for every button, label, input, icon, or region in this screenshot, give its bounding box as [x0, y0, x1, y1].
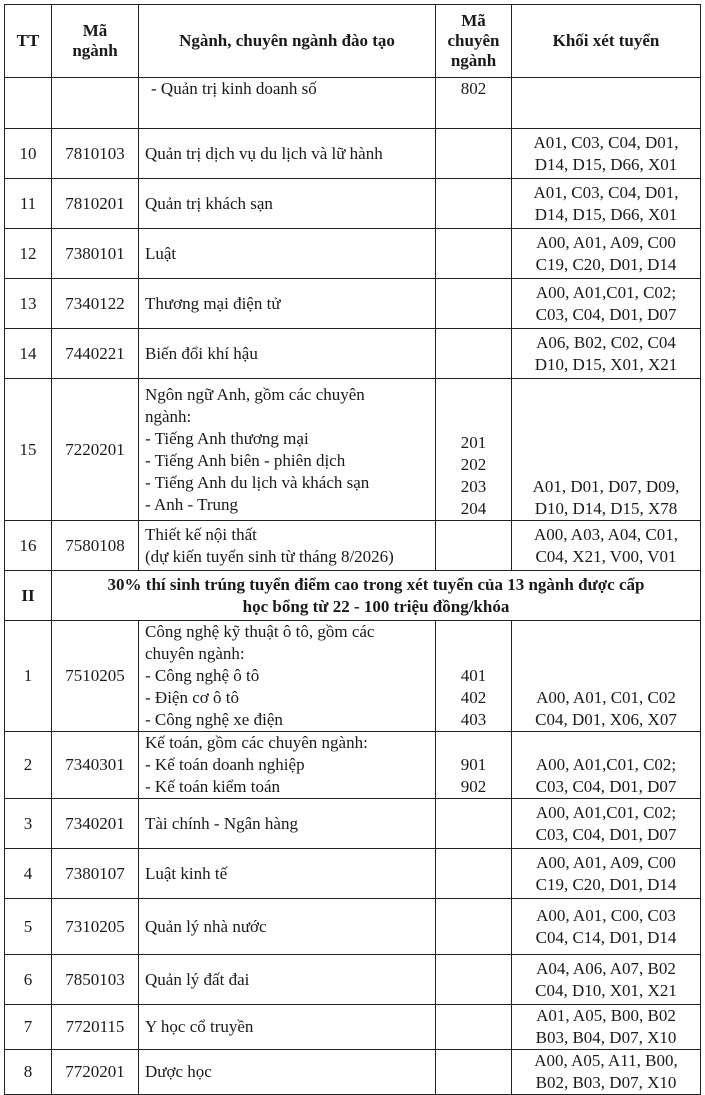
block-line: A00, A01, C00, C03: [536, 905, 676, 925]
block-line: C19, C20, D01, D14: [535, 254, 677, 274]
cell-name: [139, 799, 436, 849]
sub-code: 204: [460, 499, 487, 518]
block-line: C03, C04, D01, D07: [535, 304, 677, 324]
admission-table: [4, 4, 701, 1095]
block-line: A00, A01,C01, C02;: [535, 755, 677, 774]
name-line: - Công nghệ xe điện: [145, 710, 283, 729]
table-row: [5, 229, 701, 279]
name-line: Y học cổ truyền: [145, 1017, 254, 1036]
cell-code: 7850103: [52, 955, 139, 1005]
cell-sub: [436, 732, 512, 799]
table-row: [5, 799, 701, 849]
cell-sub: [436, 129, 512, 179]
sub-code: 401: [460, 666, 487, 685]
section-title: [52, 571, 701, 621]
cell-sub: [436, 329, 512, 379]
name-line: chuyên ngành:: [145, 644, 245, 663]
name-line: - Quản trị kinh doanh số: [151, 79, 317, 98]
name-line: - Kế toán doanh nghiệp: [145, 755, 305, 774]
cell-sub: [436, 899, 512, 955]
cell-blocks: [512, 1050, 701, 1095]
name-line: - Anh - Trung: [145, 494, 239, 514]
block-line: D10, D15, X01, X21: [534, 354, 678, 374]
block-line: A01, C03, C04, D01,: [533, 182, 679, 202]
cell-tt: 1: [5, 621, 52, 732]
cell-sub: [436, 849, 512, 899]
sub-code: 203: [460, 477, 487, 496]
cell-blocks: [512, 229, 701, 279]
sub-code: 202: [460, 455, 487, 474]
cell-sub: [436, 379, 512, 521]
cell-tt: 4: [5, 849, 52, 899]
sub-code: 402: [460, 688, 487, 707]
cell-name: [139, 129, 436, 179]
cell-sub: [436, 1005, 512, 1050]
table-row: [5, 279, 701, 329]
name-line: Luật kinh tế: [145, 863, 228, 883]
cell-blocks: [512, 621, 701, 732]
cell-tt: 11: [5, 179, 52, 229]
cell-blocks: [512, 179, 701, 229]
cell-sub: [436, 179, 512, 229]
section-title-line: 30% thí sinh trúng tuyển điểm cao trong xét tuyển của 13 ngành được cấp: [107, 574, 645, 594]
cell-name: [139, 179, 436, 229]
cell-tt: 14: [5, 329, 52, 379]
name-line: Dược học: [145, 1062, 212, 1081]
cell-code: 7340301: [52, 732, 139, 799]
block-line: A00, A01, A09, C00: [536, 232, 676, 252]
cell-code: 7340122: [52, 279, 139, 329]
cell-code: 7510205: [52, 621, 139, 732]
cell-name: [139, 899, 436, 955]
cell-blocks: [512, 732, 701, 799]
name-line: - Tiếng Anh du lịch và khách sạn: [145, 472, 370, 492]
name-line: Thiết kế nội thất: [145, 524, 257, 544]
section-title-line: học bổng từ 22 - 100 triệu đồng/khóa: [242, 596, 510, 616]
cell-tt: [5, 78, 52, 129]
section-number: II: [5, 571, 52, 621]
name-line: Quản trị dịch vụ du lịch và lữ hành: [145, 143, 383, 163]
table-row: [5, 521, 701, 571]
sub-code: 902: [460, 777, 487, 796]
cell-code: 7720115: [52, 1005, 139, 1050]
cell-name: [139, 521, 436, 571]
block-line: A00, A01, A09, C00: [536, 852, 676, 872]
header-code: [52, 5, 139, 78]
name-line: Công nghệ kỹ thuật ô tô, gồm các: [145, 622, 375, 641]
block-line: B02, B03, D07, X10: [535, 1073, 677, 1092]
table-row: [5, 849, 701, 899]
header-name: Ngành, chuyên ngành đào tạo: [139, 5, 436, 78]
table-row: [5, 899, 701, 955]
block-line: A01, C03, C04, D01,: [533, 132, 679, 152]
header-sub-line: chuyên: [447, 31, 500, 50]
cell-blocks: [512, 1005, 701, 1050]
cell-tt: 3: [5, 799, 52, 849]
cell-name: [139, 621, 436, 732]
block-line: A00, A01,C01, C02;: [535, 802, 677, 822]
cell-code: 7810103: [52, 129, 139, 179]
section-row: [5, 571, 701, 621]
table-row: [5, 621, 701, 732]
block-line: A01, A05, B00, B02: [536, 1006, 676, 1025]
block-line: A04, A06, A07, B02: [536, 958, 676, 978]
cell-sub: [436, 279, 512, 329]
cell-code: 7340201: [52, 799, 139, 849]
block-line: A01, D01, D07, D09,: [532, 477, 680, 496]
cell-name: [139, 849, 436, 899]
cell-blocks: [512, 899, 701, 955]
cell-code: [52, 78, 139, 129]
header-row: [5, 5, 701, 78]
table-row: [5, 1050, 701, 1095]
sub-code: 901: [460, 755, 487, 774]
table-row: [5, 329, 701, 379]
block-line: C04, X21, V00, V01: [535, 546, 677, 566]
table-row: [5, 179, 701, 229]
name-line: - Điện cơ ô tô: [145, 688, 239, 707]
cell-blocks: [512, 849, 701, 899]
cell-name: [139, 78, 436, 129]
name-line: Luật: [145, 243, 177, 263]
cell-name: [139, 1050, 436, 1095]
block-line: C03, C04, D01, D07: [535, 824, 677, 844]
cell-code: 7310205: [52, 899, 139, 955]
table-row: [5, 732, 701, 799]
cell-blocks: [512, 329, 701, 379]
name-line: - Công nghệ ô tô: [145, 666, 260, 685]
cell-tt: 8: [5, 1050, 52, 1095]
table-row: [5, 955, 701, 1005]
cell-tt: 7: [5, 1005, 52, 1050]
block-line: B03, B04, D07, X10: [535, 1028, 677, 1047]
name-line: Quản lý nhà nước: [145, 916, 267, 936]
carry-row: [5, 78, 701, 129]
name-line: - Kế toán kiểm toán: [145, 777, 281, 796]
cell-code: 7810201: [52, 179, 139, 229]
name-line: Quản lý đất đai: [145, 969, 250, 989]
name-line: Tài chính - Ngân hàng: [145, 813, 298, 833]
cell-tt: 12: [5, 229, 52, 279]
table-row: [5, 379, 701, 521]
cell-sub: [436, 229, 512, 279]
cell-name: [139, 732, 436, 799]
cell-tt: 16: [5, 521, 52, 571]
cell-tt: 5: [5, 899, 52, 955]
name-line: Quản trị khách sạn: [145, 193, 273, 213]
cell-name: [139, 955, 436, 1005]
cell-code: 7380101: [52, 229, 139, 279]
block-line: C04, D01, X06, X07: [535, 710, 677, 729]
header-sub: [436, 5, 512, 78]
cell-sub: [436, 1050, 512, 1095]
cell-name: [139, 379, 436, 521]
block-line: A00, A03, A04, C01,: [533, 524, 679, 544]
block-line: D14, D15, D66, X01: [534, 204, 678, 224]
cell-name: [139, 279, 436, 329]
cell-code: 7220201: [52, 379, 139, 521]
name-line: Thương mại điện tử: [145, 293, 281, 313]
cell-tt: 15: [5, 379, 52, 521]
cell-tt: 10: [5, 129, 52, 179]
header-sub-line: Mã: [461, 11, 486, 30]
block-line: C03, C04, D01, D07: [535, 777, 677, 796]
cell-name: [139, 329, 436, 379]
cell-name: [139, 229, 436, 279]
block-line: D14, D15, D66, X01: [534, 154, 678, 174]
block-line: C04, D10, X01, X21: [535, 980, 677, 1000]
cell-code: 7440221: [52, 329, 139, 379]
header-code-line: Mã: [82, 21, 108, 40]
table-row: [5, 1005, 701, 1050]
block-line: C19, C20, D01, D14: [535, 874, 677, 894]
cell-blocks: [512, 129, 701, 179]
cell-blocks: [512, 799, 701, 849]
cell-code: 7720201: [52, 1050, 139, 1095]
cell-blocks: [512, 78, 701, 129]
block-line: D10, D14, D15, X78: [534, 499, 678, 518]
header-code-line: ngành: [72, 41, 118, 60]
cell-blocks: [512, 279, 701, 329]
name-line: - Tiếng Anh biên - phiên dịch: [145, 450, 346, 470]
sub-code: 403: [460, 710, 487, 729]
name-line: (dự kiến tuyển sinh từ tháng 8/2026): [145, 546, 394, 566]
cell-sub: [436, 955, 512, 1005]
cell-name: [139, 1005, 436, 1050]
header-tt: TT: [5, 5, 52, 78]
cell-sub: [436, 621, 512, 732]
header-sub-line: ngành: [450, 51, 497, 70]
cell-blocks: [512, 379, 701, 521]
name-line: Ngôn ngữ Anh, gồm các chuyên: [145, 384, 365, 404]
cell-tt: 6: [5, 955, 52, 1005]
sub-code: 201: [460, 433, 487, 452]
cell-tt: 2: [5, 732, 52, 799]
cell-code: 7580108: [52, 521, 139, 571]
block-line: A00, A01, C01, C02: [536, 688, 676, 707]
cell-blocks: [512, 955, 701, 1005]
cell-sub: 802: [436, 78, 512, 129]
block-line: A00, A05, A11, B00,: [534, 1051, 678, 1070]
cell-sub: [436, 799, 512, 849]
cell-tt: 13: [5, 279, 52, 329]
header-blocks: Khối xét tuyển: [512, 5, 701, 78]
name-line: Biến đổi khí hậu: [145, 343, 258, 363]
name-line: ngành:: [145, 406, 192, 426]
cell-code: 7380107: [52, 849, 139, 899]
table-row: [5, 129, 701, 179]
block-line: A00, A01,C01, C02;: [535, 282, 677, 302]
cell-blocks: [512, 521, 701, 571]
cell-sub: [436, 521, 512, 571]
name-line: - Tiếng Anh thương mại: [145, 428, 309, 448]
name-line: Kế toán, gồm các chuyên ngành:: [145, 733, 368, 752]
block-line: A06, B02, C02, C04: [536, 332, 676, 352]
block-line: C04, C14, D01, D14: [535, 927, 677, 947]
